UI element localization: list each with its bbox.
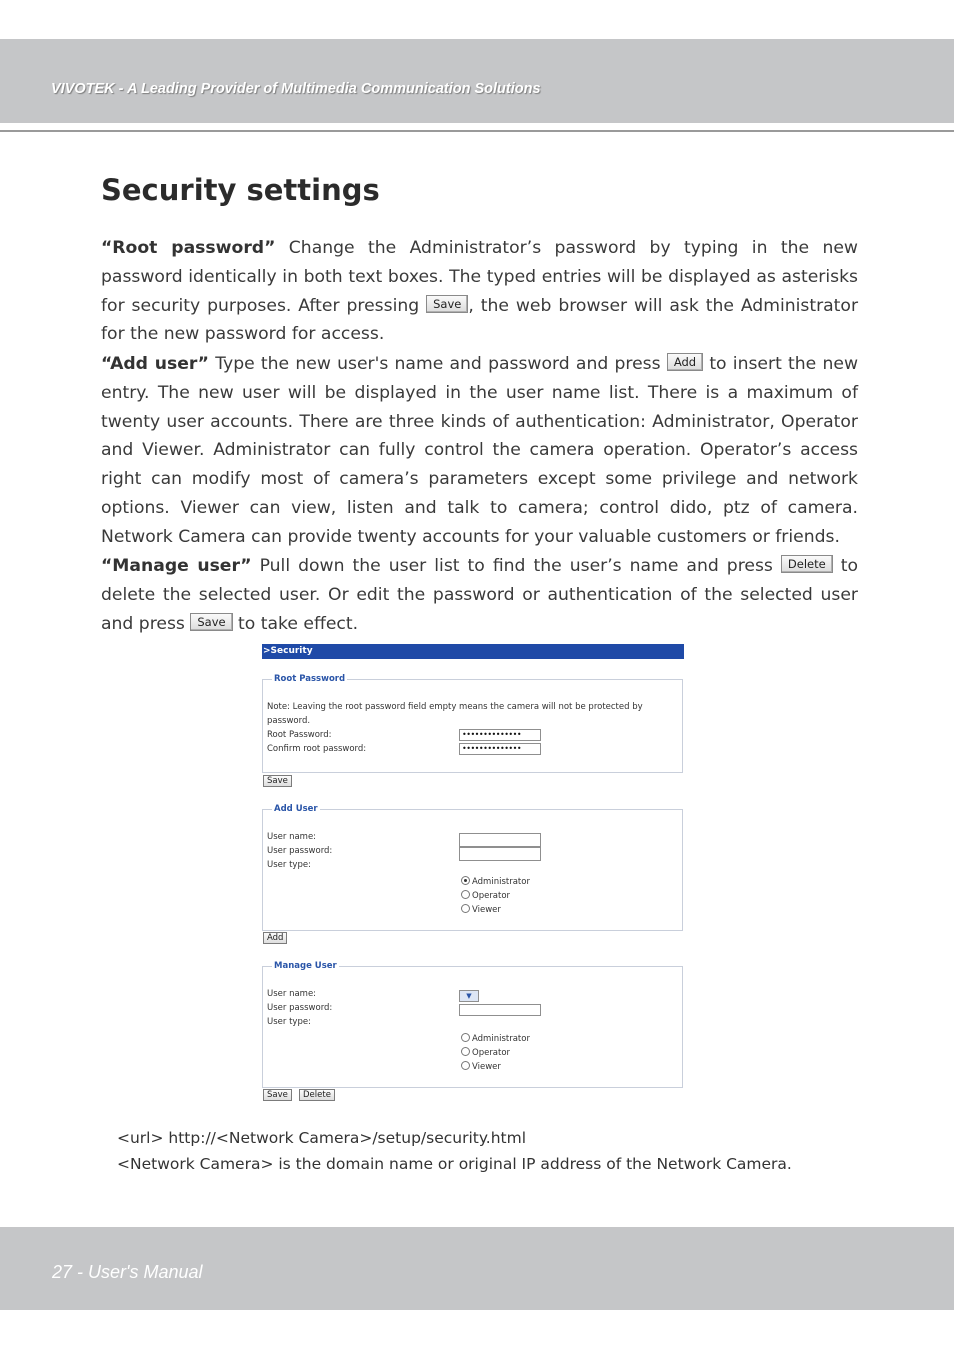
manage-save-button[interactable]: Save	[263, 1089, 292, 1101]
domain-note: <Network Camera> is the domain name or original IP address of the Network Camera.	[117, 1155, 792, 1173]
root-password-legend: Root Password	[274, 674, 346, 684]
add-user-text-2: to insert the new entry. The new user will be displayed in the user name list. There is a maximum of twenty user accounts. There are three kinds of authentication: Administrator, Operator and Viewer. Administrator can fully control the camera operation. Operator’s access right can modify most of camera’s parameters except some privilege and network options. Viewer can view, listen and talk to camera; control dido, ptz of camera. Network Camera can provide twenty accounts for your valuable customers or friends.	[101, 354, 859, 547]
manage-user-password-field[interactable]	[459, 1004, 541, 1016]
add-user-password-label: User password:	[267, 846, 333, 856]
radio-icon	[461, 1061, 470, 1070]
chevron-down-icon: ▼	[466, 992, 472, 1000]
radio-icon	[461, 890, 470, 899]
header-band	[0, 39, 954, 123]
term-add-user: “Add user”	[101, 354, 209, 374]
user-select-dropdown[interactable]	[459, 990, 479, 1002]
term-root-password: “Root password”	[101, 238, 276, 258]
inline-add-button: Add	[667, 353, 703, 371]
root-password-note: Note: Leaving the root password field empty means the camera will not be protected by	[267, 702, 643, 712]
manage-delete-button[interactable]: Delete	[299, 1089, 335, 1101]
manage-user-group	[262, 961, 683, 1088]
inline-save-button: Save	[426, 295, 468, 313]
radio-icon	[461, 1033, 470, 1042]
radio-icon	[461, 904, 470, 913]
add-user-name-field[interactable]	[459, 833, 541, 847]
manage-user-type-label: User type:	[267, 1017, 311, 1027]
manage-radio-administrator[interactable]: Administrator	[461, 1033, 530, 1044]
root-password-note-2: password.	[267, 716, 311, 726]
add-radio-viewer[interactable]: Viewer	[461, 904, 501, 915]
root-save-button[interactable]: Save	[263, 775, 292, 787]
radio-icon	[461, 1047, 470, 1056]
paragraph-manage-user	[101, 552, 858, 638]
root-password-field[interactable]: ••••••••••••••	[459, 729, 541, 741]
add-button[interactable]: Add	[263, 932, 287, 944]
manage-user-text-3: to take effect.	[232, 613, 359, 634]
manage-user-text-2: to delete the selected user. Or edit the password or authentication of the selected user and press	[101, 556, 858, 634]
root-password-text-1: Change the Administrator’s password by typing in the new password identically in both text boxes. The typed entries will be displayed as asterisks for security purposes. After pressing	[101, 238, 858, 316]
add-radio-administrator[interactable]: Administrator	[461, 876, 530, 887]
footer-band	[0, 1227, 954, 1310]
manage-radio-operator[interactable]: Operator	[461, 1047, 510, 1058]
inline-delete-button: Delete	[781, 555, 833, 573]
add-user-legend: Add User	[274, 804, 318, 814]
paragraph-root-password	[101, 234, 858, 349]
manage-radio-viewer[interactable]: Viewer	[461, 1061, 501, 1072]
root-password-label: Root Password:	[267, 730, 332, 740]
add-user-group	[262, 804, 683, 931]
root-password-group	[262, 674, 683, 773]
header-divider	[0, 130, 954, 132]
page-title: Security settings	[101, 173, 380, 207]
url-line: <url> http://<Network Camera>/setup/security.html	[117, 1129, 527, 1147]
add-user-password-field[interactable]	[459, 847, 541, 861]
manage-user-text-1: Pull down the user list to find the user’s name and press	[251, 556, 781, 576]
radio-selected-icon	[461, 876, 470, 885]
confirm-password-field[interactable]: ••••••••••••••	[459, 743, 541, 755]
root-password-text-2: , the web browser will ask the Administrator for the new password for access.	[101, 295, 859, 345]
security-header-bar: >Security	[262, 644, 684, 659]
inline-save-button-2: Save	[190, 613, 232, 631]
confirm-password-label: Confirm root password:	[267, 744, 367, 754]
page-number: 27 - User's Manual	[52, 1262, 203, 1282]
add-user-type-label: User type:	[267, 860, 311, 870]
manage-user-password-label: User password:	[267, 1003, 333, 1013]
manage-user-legend: Manage User	[274, 961, 337, 971]
add-radio-operator[interactable]: Operator	[461, 890, 510, 901]
paragraph-add-user	[101, 350, 858, 552]
security-page-screenshot	[262, 644, 684, 1106]
term-manage-user: “Manage user”	[101, 556, 252, 576]
add-user-name-label: User name:	[267, 832, 317, 842]
add-user-text-1: Type the new user's name and password and press	[208, 354, 667, 374]
header-brand-text: VIVOTEK - A Leading Provider of Multimedia Communication Solutions	[51, 81, 541, 97]
manage-user-name-label: User name:	[267, 989, 317, 999]
